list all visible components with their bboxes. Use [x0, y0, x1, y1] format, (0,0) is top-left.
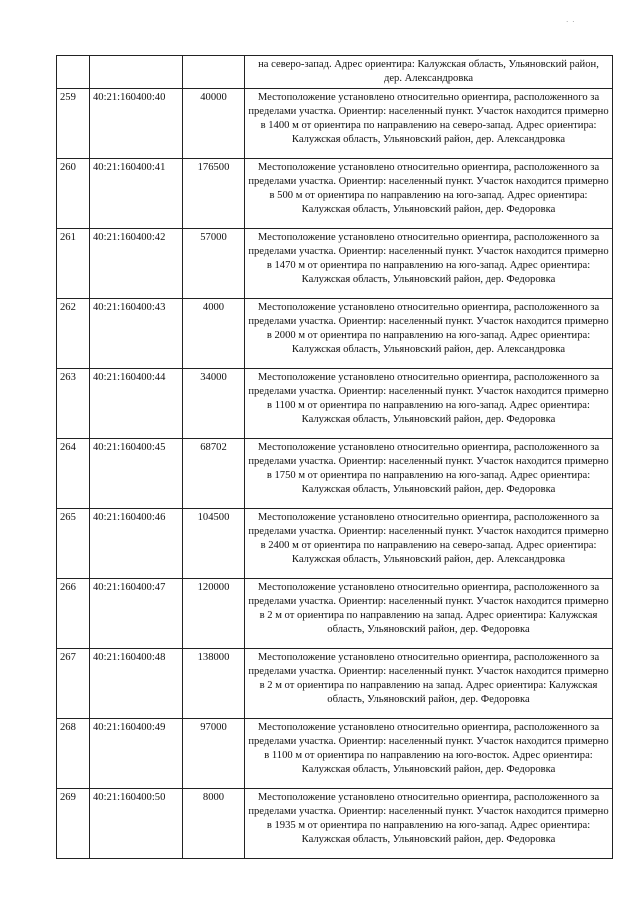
- cell-location-description: на северо-запад. Адрес ориентира: Калужская область, Ульяновский район, дер. Александровка: [245, 56, 613, 89]
- cell-number: 264: [57, 438, 90, 508]
- cell-cadastral-number: 40:21:160400:47: [90, 578, 183, 648]
- cell-number: 259: [57, 88, 90, 158]
- cell-location-description: Местоположение установлено относительно ориентира, расположенного за пределами участка. Ориентир: населенный пункт. Участок находится примерно в 1470 м от ориентира по направлению на юго-запад. Адрес ориентира: Калужская область, Ульяновский район, дер. Федоровка: [245, 228, 613, 298]
- cell-number: 263: [57, 368, 90, 438]
- cell-cadastral-number: 40:21:160400:42: [90, 228, 183, 298]
- cell-area: 57000: [183, 228, 245, 298]
- cell-area: 40000: [183, 88, 245, 158]
- cell-location-description: Местоположение установлено относительно ориентира, расположенного за пределами участка. Ориентир: населенный пункт. Участок находится примерно в 1100 м от ориентира по направлению на юго-восток. Адрес ориентира: Калужская область, Ульяновский район, дер. Федоровка: [245, 718, 613, 788]
- cell-cadastral-number: 40:21:160400:49: [90, 718, 183, 788]
- cell-cadastral-number: 40:21:160400:44: [90, 368, 183, 438]
- table-row: [57, 438, 613, 508]
- cell-cadastral-number: 40:21:160400:45: [90, 438, 183, 508]
- cell-area: 138000: [183, 648, 245, 718]
- cell-location-description: Местоположение установлено относительно ориентира, расположенного за пределами участка. Ориентир: населенный пункт. Участок находится примерно в 2 м от ориентира по направлению на запад. Адрес ориентира: Калужская область, Ульяновский район, дер. Федоровка: [245, 648, 613, 718]
- cell-location-description: Местоположение установлено относительно ориентира, расположенного за пределами участка. Ориентир: населенный пункт. Участок находится примерно в 2000 м от ориентира по направлению на юго-запад. Адрес ориентира: Калужская область, Ульяновский район, дер. Александровка: [245, 298, 613, 368]
- cell-location-description: Местоположение установлено относительно ориентира, расположенного за пределами участка. Ориентир: населенный пункт. Участок находится примерно в 2400 м от ориентира по направлению на северо-запад. Адрес ориентира: Калужская область, Ульяновский район, дер. Александровка: [245, 508, 613, 578]
- cell-area: 176500: [183, 158, 245, 228]
- cell-number: 269: [57, 788, 90, 858]
- table-row: [57, 578, 613, 648]
- table-row: [57, 228, 613, 298]
- table-row: [57, 718, 613, 788]
- table-row: [57, 368, 613, 438]
- cell-location-description: Местоположение установлено относительно ориентира, расположенного за пределами участка. Ориентир: населенный пункт. Участок находится примерно в 1750 м от ориентира по направлению на юго-запад. Адрес ориентира: Калужская область, Ульяновский район, дер. Федоровка: [245, 438, 613, 508]
- cell-number: 261: [57, 228, 90, 298]
- table-row-continuation: [57, 56, 613, 89]
- cell-number: 265: [57, 508, 90, 578]
- cell-area: [183, 56, 245, 89]
- cell-location-description: Местоположение установлено относительно ориентира, расположенного за пределами участка. Ориентир: населенный пункт. Участок находится примерно в 2 м от ориентира по направлению на запад. Адрес ориентира: Калужская область, Ульяновский район, дер. Федоровка: [245, 578, 613, 648]
- registry-table-body: [57, 56, 613, 859]
- cell-location-description: Местоположение установлено относительно ориентира, расположенного за пределами участка. Ориентир: населенный пункт. Участок находится примерно в 500 м от ориентира по направлению на юго-запад. Адрес ориентира: Калужская область, Ульяновский район, дер. Федоровка: [245, 158, 613, 228]
- cell-cadastral-number: 40:21:160400:46: [90, 508, 183, 578]
- table-row: [57, 158, 613, 228]
- cell-cadastral-number: 40:21:160400:41: [90, 158, 183, 228]
- cell-number: 266: [57, 578, 90, 648]
- cell-location-description: Местоположение установлено относительно ориентира, расположенного за пределами участка. Ориентир: населенный пункт. Участок находится примерно в 1100 м от ориентира по направлению на юго-запад. Адрес ориентира: Калужская область, Ульяновский район, дер. Федоровка: [245, 368, 613, 438]
- cell-area: 4000: [183, 298, 245, 368]
- cell-cadastral-number: 40:21:160400:50: [90, 788, 183, 858]
- page-mark: · ·: [566, 18, 576, 26]
- cell-area: 8000: [183, 788, 245, 858]
- cell-number: [57, 56, 90, 89]
- table-row: [57, 648, 613, 718]
- cell-number: 267: [57, 648, 90, 718]
- cell-area: 104500: [183, 508, 245, 578]
- cell-area: 68702: [183, 438, 245, 508]
- cell-cadastral-number: [90, 56, 183, 89]
- cell-number: 262: [57, 298, 90, 368]
- cell-cadastral-number: 40:21:160400:48: [90, 648, 183, 718]
- cell-cadastral-number: 40:21:160400:40: [90, 88, 183, 158]
- cell-cadastral-number: 40:21:160400:43: [90, 298, 183, 368]
- cell-area: 120000: [183, 578, 245, 648]
- land-plot-registry-table: [56, 55, 613, 859]
- cell-area: 34000: [183, 368, 245, 438]
- cell-area: 97000: [183, 718, 245, 788]
- table-row: [57, 788, 613, 858]
- cell-location-description: Местоположение установлено относительно ориентира, расположенного за пределами участка. Ориентир: населенный пункт. Участок находится примерно в 1400 м от ориентира по направлению на северо-запад. Адрес ориентира: Калужская область, Ульяновский район, дер. Александровка: [245, 88, 613, 158]
- cell-location-description: Местоположение установлено относительно ориентира, расположенного за пределами участка. Ориентир: населенный пункт. Участок находится примерно в 1935 м от ориентира по направлению на юго-запад. Адрес ориентира: Калужская область, Ульяновский район, дер. Федоровка: [245, 788, 613, 858]
- table-row: [57, 88, 613, 158]
- cell-number: 268: [57, 718, 90, 788]
- cell-number: 260: [57, 158, 90, 228]
- table-row: [57, 298, 613, 368]
- table-row: [57, 508, 613, 578]
